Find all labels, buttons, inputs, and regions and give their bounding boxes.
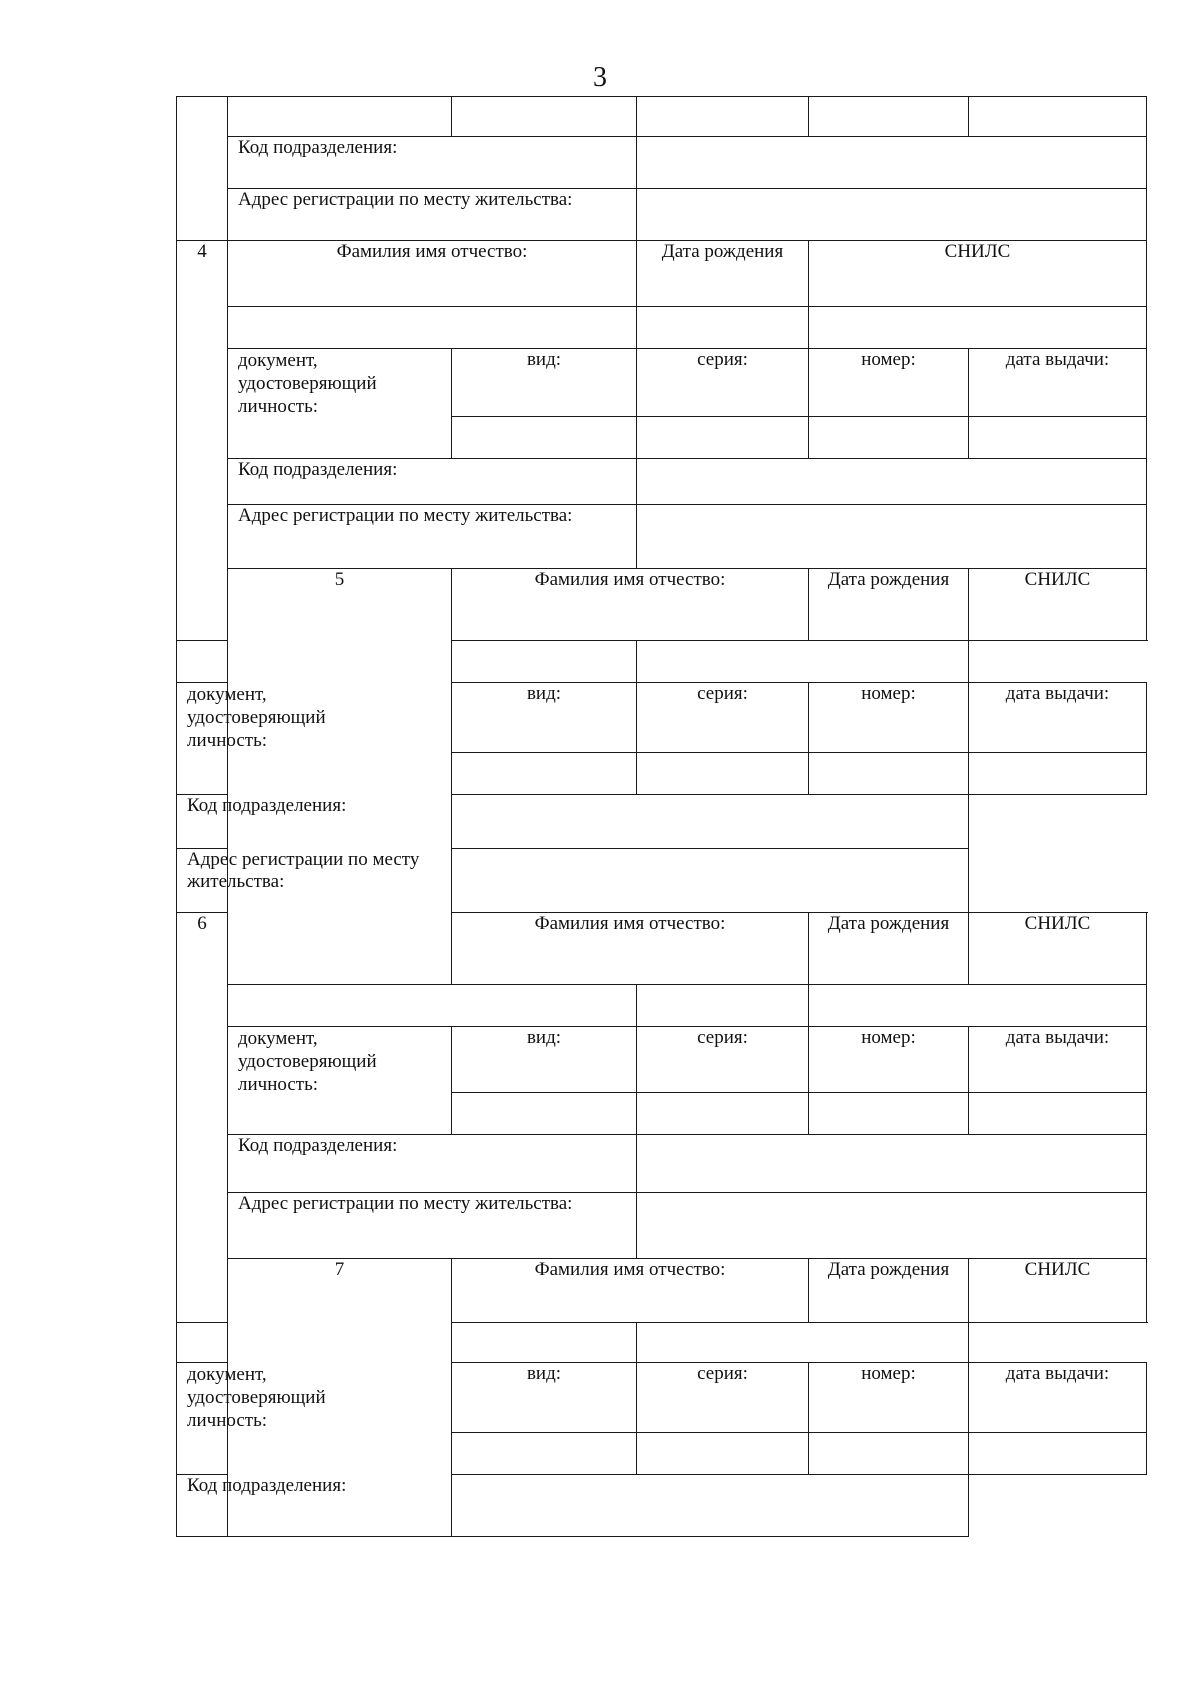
- doc-issue-date-value[interactable]: [969, 1093, 1147, 1135]
- fio-label: Фамилия имя отчество:: [452, 1259, 809, 1323]
- division-code-value[interactable]: [452, 1475, 969, 1537]
- snils-label: СНИЛС: [809, 241, 1147, 307]
- prev-division-code-value[interactable]: [637, 137, 1147, 189]
- document-label-line1: документ,: [238, 350, 318, 371]
- prev-doc-series-value[interactable]: [637, 97, 809, 137]
- fio-value[interactable]: [228, 307, 637, 349]
- doc-issue-date-label: дата выдачи:: [969, 1363, 1147, 1433]
- doc-series-value[interactable]: [637, 417, 809, 459]
- address-row: [177, 849, 1147, 913]
- doc-number-value[interactable]: [809, 1093, 969, 1135]
- prev-doc-number-value[interactable]: [809, 97, 969, 137]
- document-label-line2: удостоверяющий: [238, 1051, 377, 1072]
- prev-doc-type-value[interactable]: [452, 97, 637, 137]
- birth-date-label: Дата рождения: [809, 569, 969, 641]
- doc-type-value[interactable]: [452, 1093, 637, 1135]
- document-label-line1: документ,: [187, 1364, 267, 1385]
- birth-date-label: Дата рождения: [809, 913, 969, 985]
- person-values-row: [177, 641, 1147, 683]
- doc-series-value[interactable]: [637, 1433, 809, 1475]
- document-label-line2: удостоверяющий: [238, 373, 377, 394]
- division-code-value[interactable]: [637, 459, 1147, 505]
- doc-issue-date-label: дата выдачи:: [969, 1027, 1147, 1093]
- person-values-row: [177, 1323, 1147, 1363]
- doc-type-value[interactable]: [452, 753, 637, 795]
- fio-label: Фамилия имя отчество:: [452, 913, 809, 985]
- doc-series-value[interactable]: [637, 753, 809, 795]
- division-code-value[interactable]: [452, 795, 969, 849]
- prev-person-number-cell: [177, 97, 228, 241]
- doc-type-label: вид:: [452, 1027, 637, 1093]
- doc-number-label: номер:: [809, 349, 969, 417]
- doc-type-value[interactable]: [452, 417, 637, 459]
- document-label-line1: документ,: [187, 684, 267, 705]
- division-row: [177, 795, 1147, 849]
- snils-value[interactable]: [637, 641, 969, 683]
- person-header-row: [177, 1259, 1147, 1323]
- snils-label: СНИЛС: [969, 569, 1147, 641]
- prev-doc-issue-date-value[interactable]: [969, 97, 1147, 137]
- person-number: 4: [177, 241, 228, 641]
- birth-date-value[interactable]: [637, 307, 809, 349]
- prev-person-doc-values-row: [177, 97, 1147, 137]
- division-row: [177, 1135, 1147, 1193]
- prev-person-division-row: [177, 137, 1147, 189]
- doc-issue-date-value[interactable]: [969, 753, 1147, 795]
- address-value[interactable]: [637, 505, 1147, 569]
- prev-address-value[interactable]: [637, 189, 1147, 241]
- doc-number-value[interactable]: [809, 1433, 969, 1475]
- person-number: 6: [177, 913, 228, 1323]
- address-label: Адрес регистрации по месту жительства:: [228, 189, 637, 241]
- document-label: [177, 1363, 326, 1475]
- doc-issue-date-label: дата выдачи:: [969, 683, 1147, 753]
- division-code-label: Код подразделения:: [228, 1135, 637, 1193]
- person-header-row: [177, 569, 1147, 641]
- address-label: Адрес регистрации по месту жительства:: [228, 1193, 637, 1259]
- address-value[interactable]: [452, 849, 969, 913]
- birth-date-value[interactable]: [637, 985, 809, 1027]
- birth-date-label: Дата рождения: [809, 1259, 969, 1323]
- division-code-label: Код подразделения:: [177, 795, 452, 849]
- doc-series-label: серия:: [637, 1363, 809, 1433]
- doc-type-label: вид:: [452, 683, 637, 753]
- snils-label: СНИЛС: [969, 1259, 1147, 1323]
- doc-number-label: номер:: [809, 683, 969, 753]
- snils-value[interactable]: [637, 1323, 969, 1363]
- address-row: [177, 1193, 1147, 1259]
- doc-number-label: номер:: [809, 1027, 969, 1093]
- prev-doc-blank-cell: [228, 97, 452, 137]
- document-label-line3: личность:: [238, 396, 319, 417]
- document-label-line2: удостоверяющий: [187, 1387, 326, 1408]
- page-number: 3: [593, 62, 607, 93]
- snils-value[interactable]: [809, 307, 1147, 349]
- document-label: [228, 349, 452, 459]
- division-code-value[interactable]: [637, 1135, 1147, 1193]
- birth-date-value[interactable]: [452, 641, 637, 683]
- persons-form-table: [176, 96, 1147, 1537]
- person-number: 7: [228, 1259, 452, 1537]
- doc-issue-date-value[interactable]: [969, 1433, 1147, 1475]
- snils-label: СНИЛС: [969, 913, 1147, 985]
- division-row: [177, 459, 1147, 505]
- doc-number-label: номер:: [809, 1363, 969, 1433]
- division-code-label: Код подразделения:: [228, 137, 637, 189]
- fio-label: Фамилия имя отчество:: [452, 569, 809, 641]
- doc-series-label: серия:: [637, 683, 809, 753]
- doc-issue-date-value[interactable]: [969, 417, 1147, 459]
- fio-value[interactable]: [177, 1323, 452, 1363]
- birth-date-label: Дата рождения: [637, 241, 809, 307]
- prev-person-address-row: [177, 189, 1147, 241]
- division-code-label: Код подразделения:: [177, 1475, 452, 1537]
- fio-label: Фамилия имя отчество:: [228, 241, 637, 307]
- doc-series-value[interactable]: [637, 1093, 809, 1135]
- document-label-line3: личность:: [187, 1410, 268, 1431]
- division-code-label: Код подразделения:: [228, 459, 637, 505]
- doc-issue-date-label: дата выдачи:: [969, 349, 1147, 417]
- document-header-row: [177, 349, 1147, 417]
- address-row: [177, 505, 1147, 569]
- address-value[interactable]: [637, 1193, 1147, 1259]
- document-label-line2: удостоверяющий: [187, 707, 326, 728]
- person-values-row: [177, 985, 1147, 1027]
- doc-type-label: вид:: [452, 1363, 637, 1433]
- person-header-row: [177, 241, 1147, 307]
- fio-value[interactable]: [228, 985, 637, 1027]
- doc-series-label: серия:: [637, 1027, 809, 1093]
- birth-date-value[interactable]: [452, 1323, 637, 1363]
- document-label-line1: документ,: [238, 1028, 318, 1049]
- document-label: [228, 1027, 452, 1135]
- document-header-row: [177, 1027, 1147, 1093]
- document-label-line3: личность:: [187, 730, 268, 751]
- doc-number-value[interactable]: [809, 753, 969, 795]
- division-row: [177, 1475, 1147, 1537]
- fio-value[interactable]: [177, 641, 452, 683]
- snils-value[interactable]: [809, 985, 1147, 1027]
- person-number: 5: [228, 569, 452, 985]
- address-label: Адрес регистрации по месту жительства:: [177, 849, 452, 913]
- doc-type-value[interactable]: [452, 1433, 637, 1475]
- doc-series-label: серия:: [637, 349, 809, 417]
- person-values-row: [177, 307, 1147, 349]
- document-label-line3: личность:: [238, 1074, 319, 1095]
- doc-number-value[interactable]: [809, 417, 969, 459]
- document-label: [177, 683, 326, 795]
- address-label: Адрес регистрации по месту жительства:: [228, 505, 637, 569]
- doc-type-label: вид:: [452, 349, 637, 417]
